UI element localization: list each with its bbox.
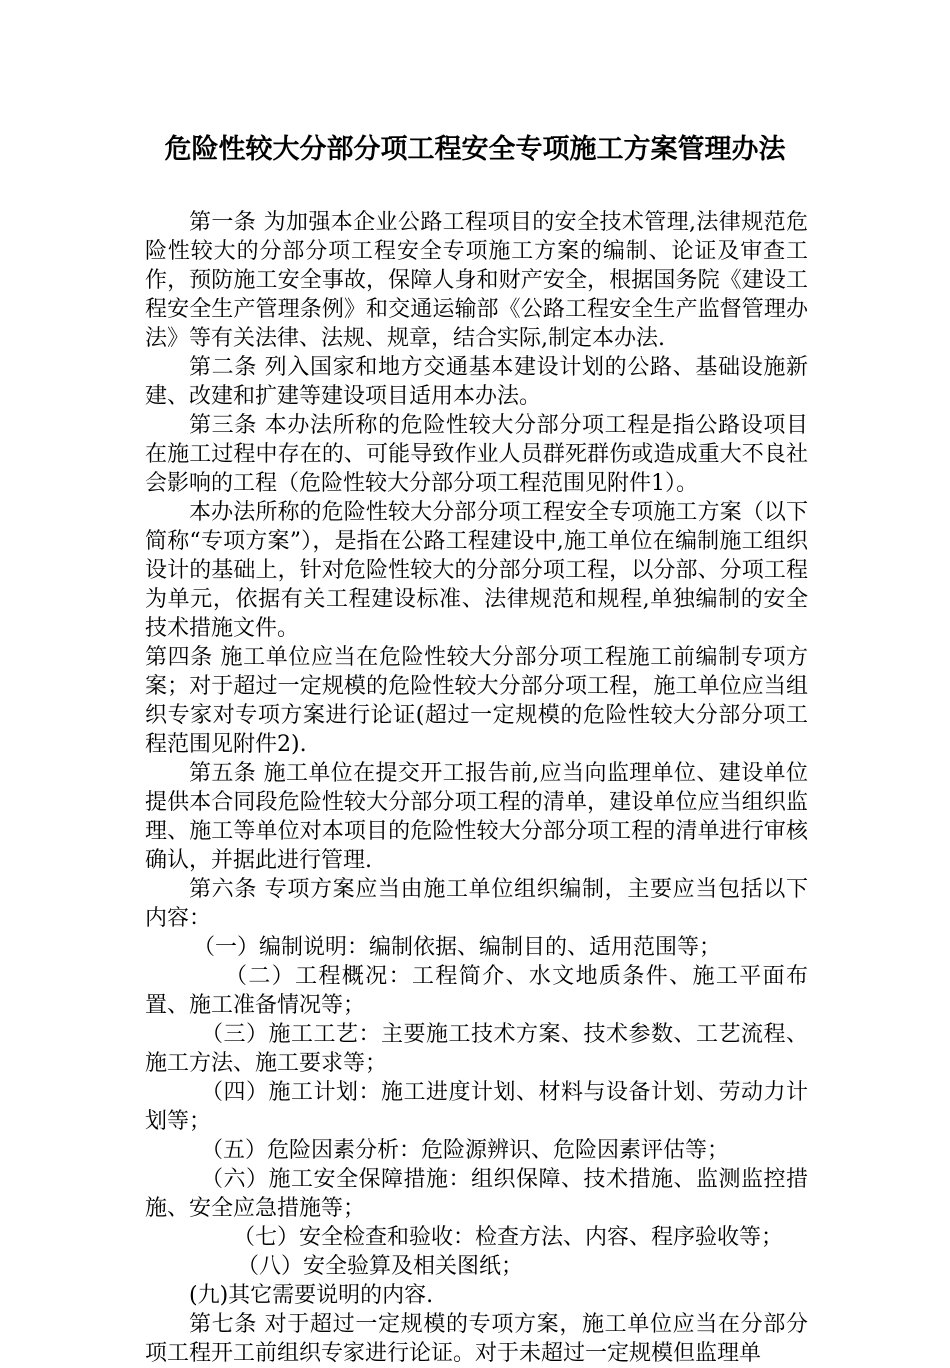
article-3: 第三条 本办法所称的危险性较大分部分项工程是指公路设项目在施工过程中存在的、可能导致作业人员群死群伤或造成重大不良社会影响的工程（危险性较大分部分项工程范围见附件1）。 xyxy=(145,413,808,496)
article-6-item-8: （八）安全验算及相关图纸； xyxy=(237,1254,524,1279)
document-title: 危险性较大分部分项工程安全专项施工方案管理办法 xyxy=(164,134,786,165)
article-6-item-3: （三）施工工艺：主要施工技术方案、技术参数、工艺流程、施工方法、施工要求等； xyxy=(145,1022,808,1076)
document-body xyxy=(145,208,808,1368)
article-6-item-4: （四）施工计划：施工进度计划、材料与设备计划、劳动力计划等； xyxy=(145,1080,808,1134)
article-6-item-2: （二）工程概况：工程简介、水文地质条件、施工平面布置、施工准备情况等； xyxy=(145,964,808,1018)
article-1: 第一条 为加强本企业公路工程项目的安全技术管理,法律规范危险性较大的分部分项工程安全专项施工方案的编制、论证及审查工作，预防施工安全事故，保障人身和财产安全，根据国务院《建设工程安全生产管理条例》和交通运输部《公路工程安全生产监督管理办法》等有关法律、法规、规章，结合实际,制定本办法. xyxy=(145,210,808,351)
article-3-definition: 本办法所称的危险性较大分部分项工程安全专项施工方案（以下简称“专项方案”），是指在公路工程建设中,施工单位在编制施工组织设计的基础上，针对危险性较大的分部分项工程，以分部、分项工程为单元，依据有关工程建设标准、法律规范和规程,单独编制的安全技术措施文件。 xyxy=(145,500,808,641)
article-2: 第二条 列入国家和地方交通基本建设计划的公路、基础设施新建、改建和扩建等建设项目适用本办法。 xyxy=(145,355,808,409)
article-6-item-9: (九)其它需要说明的内容. xyxy=(189,1283,434,1308)
article-6-item-7: （七）安全检查和验收：检查方法、内容、程序验收等； xyxy=(233,1225,784,1250)
article-5: 第五条 施工单位在提交开工报告前,应当向监理单位、建设单位提供本合同段危险性较大分部分项工程的清单，建设单位应当组织监理、施工等单位对本项目的危险性较大分部分项工程的清单进行审核确认，并据此进行管理. xyxy=(145,761,808,873)
article-6-item-5: （五）危险因素分析：危险源辨识、危险因素评估等； xyxy=(201,1138,730,1163)
article-6-item-6: （六）施工安全保障措施：组织保障、技术措施、监测监控措施、安全应急措施等； xyxy=(145,1167,808,1221)
article-6: 第六条 专项方案应当由施工单位组织编制，主要应当包括以下内容： xyxy=(145,877,808,931)
article-4: 第四条 施工单位应当在危险性较大分部分项工程施工前编制专项方案；对于超过一定规模的危险性较大分部分项工程，施工单位应当组织专家对专项方案进行论证(超过一定规模的危险性较大分部分项工程范围见附件2). xyxy=(145,645,808,757)
article-7: 第七条 对于超过一定规模的专项方案，施工单位应当在分部分项工程开工前组织专家进行论证。对于未超过一定规模但监理单 xyxy=(145,1312,808,1366)
article-6-item-1: （一）编制说明：编制依据、编制目的、适用范围等； xyxy=(193,935,722,960)
